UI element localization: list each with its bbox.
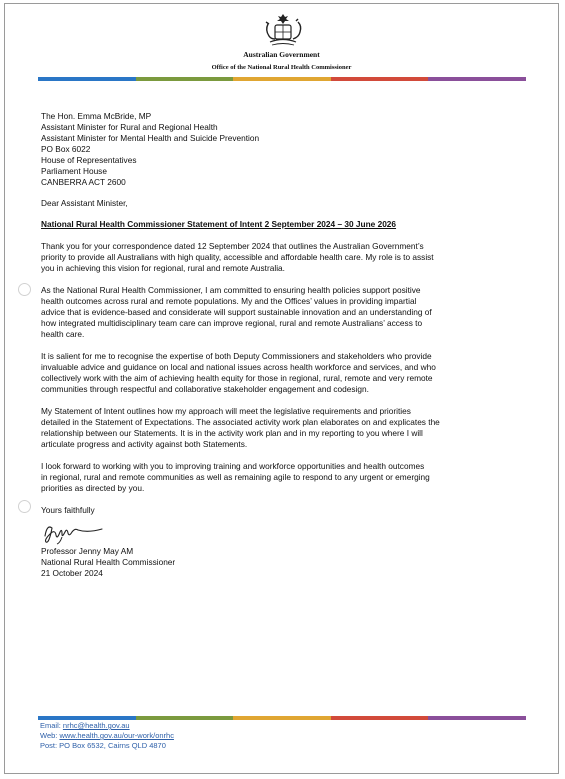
paragraph-line: I look forward to working with you to improving training and workforce opportunities and health outcomes [41, 461, 425, 471]
recipient-address [41, 111, 527, 188]
web-label: Web: [40, 731, 60, 740]
recipient-line: CANBERRA ACT 2600 [41, 177, 126, 187]
paragraph-line: priority to provide all Australians with high quality, accessible and affordable health care. My role is to assist [41, 252, 434, 262]
stripe-segment [38, 77, 136, 81]
email-link[interactable]: nrhc@health.gov.au [62, 721, 130, 730]
office-name: Office of the National Rural Health Commissioner [211, 64, 352, 71]
stripe-segment [233, 77, 331, 81]
punch-hole [18, 283, 31, 296]
stripe-segment [136, 716, 234, 720]
paragraph-line: advice that is evidence-based and considerate will support sustainable innovation and an understanding of [41, 307, 432, 317]
punch-hole [18, 500, 31, 513]
paragraph-line: My Statement of Intent outlines how my approach will meet the legislative requirements and priorities [41, 406, 411, 416]
email-label: Email: [40, 721, 63, 730]
paragraph-3 [41, 351, 527, 395]
paragraph-line: you in achieving this vision for regional, rural and remote Australia. [41, 263, 285, 273]
recipient-line: Parliament House [41, 166, 107, 176]
paragraph-line: communities through respectful and collaborative stakeholder engagement and codesign. [41, 384, 369, 394]
paragraph-line: articulate progress and activity against both Statements. [41, 439, 248, 449]
paragraph-line: priorities as directed by you. [41, 483, 145, 493]
stripe-segment [136, 77, 234, 81]
paragraph-5 [41, 461, 527, 494]
paragraph-line: detailed in the Statement of Expectations. The associated activity work plan elaborates on and explicates the [41, 417, 440, 427]
signer-name: Professor Jenny May AM [41, 546, 134, 556]
web-link[interactable]: www.health.gov.au/our-work/onrhc [59, 731, 174, 740]
letter-body [41, 111, 527, 579]
salutation: Dear Assistant Minister, [41, 198, 128, 208]
recipient-line: Assistant Minister for Rural and Regional Health [41, 122, 218, 132]
stripe-segment [331, 77, 429, 81]
signature-icon [41, 520, 131, 546]
stripe-segment [38, 716, 136, 720]
recipient-line: House of Representatives [41, 155, 137, 165]
paragraph-line: invaluable advice and guidance on local and national issues across health workforce and services, and who [41, 362, 436, 372]
stripe-segment [331, 716, 429, 720]
letter-page [4, 3, 559, 774]
paragraph-line: Thank you for your correspondence dated 12 September 2024 that outlines the Australian Government’s [41, 241, 424, 251]
paragraph-line: collectively work with the aim of achieving health equity for those in regional, rural, remote and very remote [41, 373, 433, 383]
paragraph-line: health care. [41, 329, 85, 339]
footer-email-row [40, 721, 174, 731]
recipient-line: Assistant Minister for Mental Health and Suicide Prevention [41, 133, 260, 143]
paragraph-1 [41, 241, 527, 274]
stripe-segment [233, 716, 331, 720]
paragraph-line: As the National Rural Health Commissioner, I am committed to ensuring health policies support positive [41, 285, 421, 295]
paragraph-line: It is salient for me to recognise the expertise of both Deputy Commissioners and stakeholders who provide [41, 351, 432, 361]
paragraph-2 [41, 285, 527, 340]
stripe-segment [428, 77, 526, 81]
paragraph-line: how integrated multidisciplinary team care can improve regional, rural and remote Australians’ access to [41, 318, 423, 328]
closing: Yours faithfully [41, 505, 95, 515]
signer-title: National Rural Health Commissioner [41, 557, 176, 567]
paragraph-line: health outcomes across rural and remote populations. My and the Offices’ values in providing impartial [41, 296, 417, 306]
org-name: Australian Government [243, 50, 320, 59]
brand-stripe-bottom [38, 716, 526, 720]
paragraph-line: relationship between our Statements. It is in the activity work plan and in my reporting to you where I will [41, 428, 423, 438]
recipient-line: The Hon. Emma McBride, MP [41, 111, 152, 121]
subject-line: National Rural Health Commissioner Statement of Intent 2 September 2024 – 30 June 2026 [41, 219, 397, 229]
stripe-segment [428, 716, 526, 720]
paragraph-line: in regional, rural and remote communities as well as remaining agile to respond to any urgent or emerging [41, 472, 430, 482]
signature-block [41, 546, 527, 579]
footer-post: Post: PO Box 6532, Cairns QLD 4870 [40, 741, 166, 750]
footer-contact [40, 721, 174, 751]
brand-stripe-top [38, 77, 526, 81]
paragraph-4 [41, 406, 527, 450]
letter-date: 21 October 2024 [41, 568, 103, 578]
coat-of-arms-icon [260, 14, 306, 48]
footer-web-row [40, 731, 174, 741]
recipient-line: PO Box 6022 [41, 144, 91, 154]
